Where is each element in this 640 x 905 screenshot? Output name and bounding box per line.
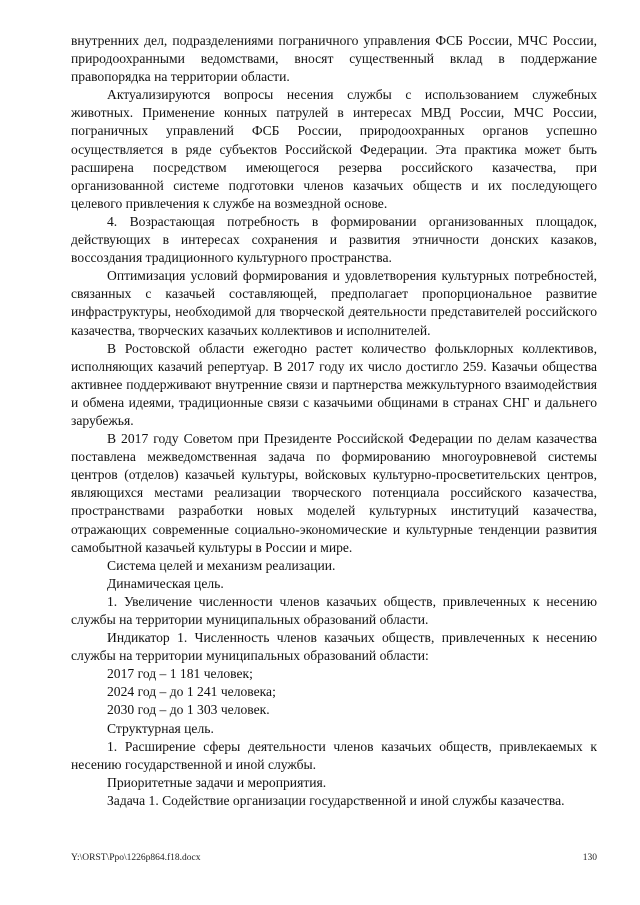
file-path: Y:\ORST\Ppo\1226p864.f18.docx: [71, 853, 201, 863]
paragraph: В Ростовской области ежегодно растет количество фольклорных коллективов, исполняющих казачий репертуар. В 2017 году их число достигло 259. Казачьи общества активнее поддерживают внутренние связи и партнерства межкультурного взаимодействия и обмена идеями, традиционные связи с казачьими общинами в странах СНГ и дальнего зарубежья.: [71, 340, 597, 428]
paragraph: 1. Увеличение численности членов казачьих обществ, привлеченных к несению службы на территории муниципальных образований области.: [71, 593, 597, 627]
paragraph: Оптимизация условий формирования и удовлетворения культурных потребностей, связанных с казачьей составляющей, предполагает пропорциональное развитие инфраструктуры, необходимой для творческой деятельности представителей российского казачества, творческих казачьих коллективов и исполнителей.: [71, 268, 597, 338]
paragraph: Задача 1. Содействие организации государственной и иной службы казачества.: [107, 792, 565, 808]
section-heading: Приоритетные задачи и мероприятия.: [107, 774, 327, 790]
paragraph: Актуализируются вопросы несения службы с использованием служебных животных. Применение конных патрулей в интересах МВД России, МЧС России, пограничных управлений ФСБ России, природоохранных органов успешно осуществляется в ряде субъектов Российской Федерации. Эта практика может быть расширена посредством имеющегося резерва российского казачества, при организованной системе подготовки членов казачьих обществ и их последующего целевого привлечения к службе на возмездной основе.: [71, 87, 597, 211]
paragraph: 4. Возрастающая потребность в формировании организованных площадок, действующих в интересах сохранения и развития этничности донских казаков, воссоздания традиционного культурного пространства.: [71, 213, 597, 266]
paragraph: В 2017 году Советом при Президенте Российской Федерации по делам казачества поставлена межведомственная задача по формированию многоуровневой системы центров (отделов) казачьей культуры, войсковых культурно-просветительских центров, являющихся местами реализации творческого потенциала российского казачества, пространствами разработки новых моделей культурных институций казачества, отражающих современные социально-экономические и культурные тенденции развития самобытной казачьей культуры в России и мире.: [71, 431, 597, 555]
paragraph: внутренних дел, подразделениями пограничного управления ФСБ России, МЧС России, природоохранными ведомствами, вносят существенный вклад в поддержание правопорядка на территории области.: [71, 33, 597, 85]
paragraph: 1. Расширение сферы деятельности членов казачьих обществ, привлекаемых к несению государственной и иной службы.: [71, 738, 597, 772]
indicator-value: 2017 год – 1 181 человек;: [107, 666, 253, 682]
section-heading: Структурная цель.: [107, 720, 214, 736]
page-number: 130: [582, 853, 597, 863]
section-heading: Динамическая цель.: [107, 575, 224, 591]
paragraph: Индикатор 1. Численность членов казачьих обществ, привлеченных к несению службы на территории муниципальных образований области:: [71, 630, 597, 664]
section-heading: Система целей и механизм реализации.: [107, 557, 336, 573]
indicator-value: 2024 год – до 1 241 человека;: [107, 684, 276, 700]
indicator-value: 2030 год – до 1 303 человек.: [107, 702, 270, 718]
document-body: [71, 32, 597, 810]
